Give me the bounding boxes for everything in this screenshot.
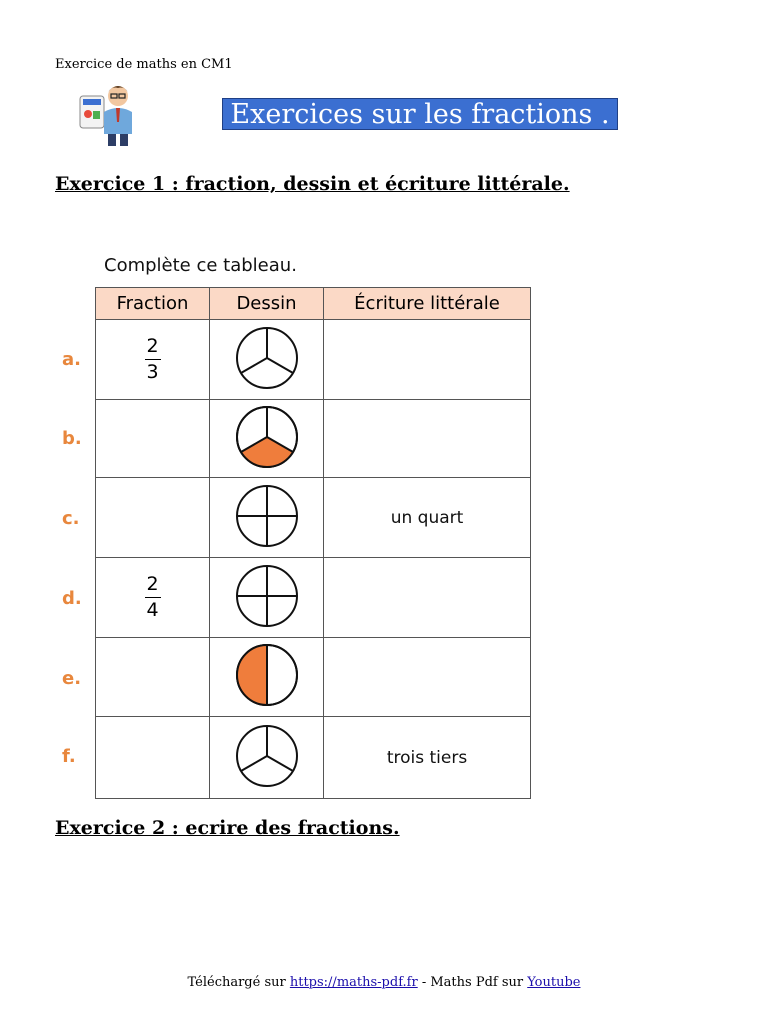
numerator: 2 bbox=[146, 335, 159, 357]
literal-cell bbox=[324, 638, 531, 717]
denominator: 4 bbox=[146, 599, 159, 621]
exercise-2-title: Exercice 2 : ecrire des fractions. bbox=[55, 817, 400, 839]
page-title: Exercices sur les fractions . bbox=[222, 98, 618, 130]
drawing-cell bbox=[210, 400, 324, 478]
circle-thirds-shaded-drawing bbox=[234, 404, 300, 470]
fraction-cell bbox=[96, 400, 210, 478]
footer bbox=[0, 975, 768, 990]
fraction-cell bbox=[96, 478, 210, 558]
drawing-cell bbox=[210, 320, 324, 400]
fraction-cell bbox=[96, 717, 210, 799]
row-label-b: b. bbox=[62, 428, 82, 449]
circle-quarters-drawing bbox=[234, 563, 300, 629]
drawing-cell bbox=[210, 478, 324, 558]
fraction bbox=[145, 574, 161, 621]
numerator: 2 bbox=[146, 573, 159, 595]
fraction-cell bbox=[96, 320, 210, 400]
table-row bbox=[96, 717, 531, 799]
literal-cell bbox=[324, 320, 531, 400]
literal-cell: trois tiers bbox=[324, 717, 531, 799]
row-label-d: d. bbox=[62, 588, 82, 609]
denominator: 3 bbox=[146, 361, 159, 383]
table-row bbox=[96, 400, 531, 478]
circle-half-shaded-drawing bbox=[234, 642, 300, 708]
fraction bbox=[145, 336, 161, 383]
table-row bbox=[96, 638, 531, 717]
row-label-a: a. bbox=[62, 349, 81, 370]
drawing-cell bbox=[210, 638, 324, 717]
circle-thirds-drawing bbox=[234, 723, 300, 789]
exercise-1-title: Exercice 1 : fraction, dessin et écriture littérale. bbox=[55, 173, 570, 195]
fraction-cell bbox=[96, 558, 210, 638]
row-label-c: c. bbox=[62, 508, 80, 529]
table-row bbox=[96, 478, 531, 558]
site-link[interactable]: https://maths-pdf.fr bbox=[289, 975, 418, 990]
mascot-logo bbox=[76, 82, 140, 148]
fraction-table bbox=[95, 287, 531, 799]
literal-cell bbox=[324, 558, 531, 638]
row-label-e: e. bbox=[62, 668, 82, 689]
instruction-text: Complète ce tableau. bbox=[104, 255, 297, 276]
footer-prefix: Téléchargé sur bbox=[187, 975, 290, 990]
circle-quarters-drawing bbox=[234, 483, 300, 549]
literal-cell bbox=[324, 400, 531, 478]
column-header-dessin: Dessin bbox=[210, 288, 324, 320]
youtube-link[interactable]: Youtube bbox=[527, 975, 581, 990]
table-row bbox=[96, 320, 531, 400]
column-header-fraction: Fraction bbox=[96, 288, 210, 320]
literal-cell: un quart bbox=[324, 478, 531, 558]
drawing-cell bbox=[210, 558, 324, 638]
row-label-f: f. bbox=[62, 746, 76, 767]
drawing-cell bbox=[210, 717, 324, 799]
header-note: Exercice de maths en CM1 bbox=[55, 57, 233, 72]
shaded-part bbox=[237, 645, 267, 705]
footer-middle: - Maths Pdf sur bbox=[417, 975, 528, 990]
fraction-cell bbox=[96, 638, 210, 717]
column-header-ecriture: Écriture littérale bbox=[324, 288, 531, 320]
table-row bbox=[96, 558, 531, 638]
circle-thirds-drawing bbox=[234, 325, 300, 391]
